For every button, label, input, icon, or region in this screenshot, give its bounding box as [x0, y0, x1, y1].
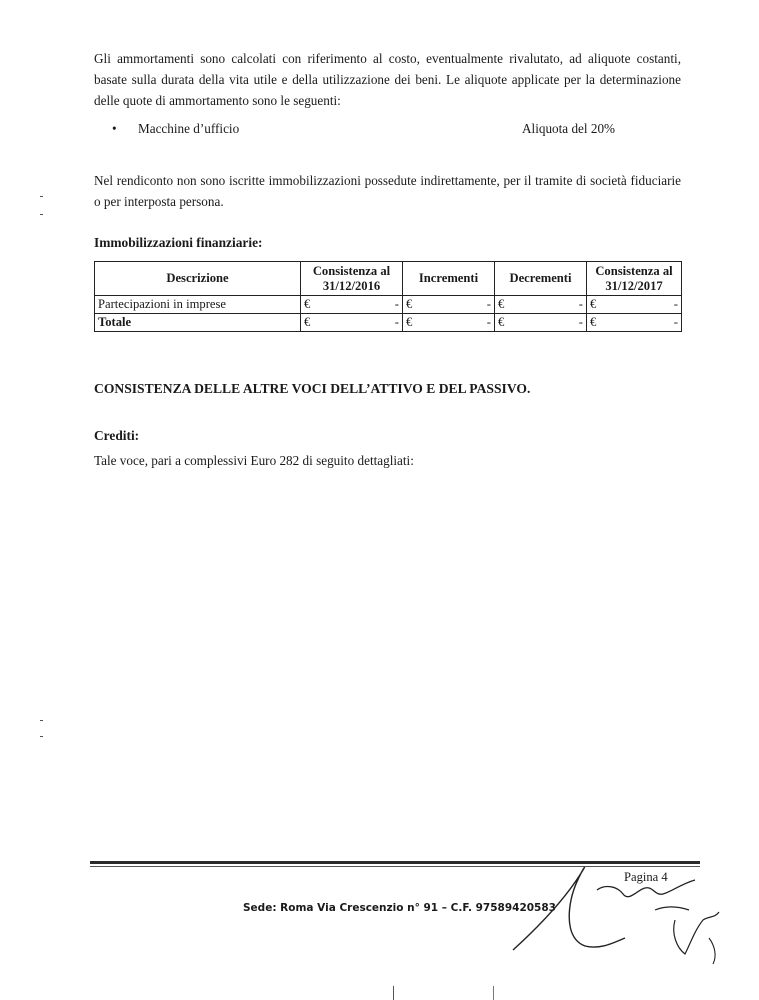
currency-symbol: € — [406, 315, 413, 329]
paragraph-rendiconto: Nel rendiconto non sono iscritte immobilizzazioni possedute indirettamente, per il tramite di società fiduciarie o per interposta persona. — [94, 173, 681, 209]
page-number: Pagina 4 — [624, 870, 668, 884]
bullet-icon: • — [112, 121, 117, 136]
bullet-item-label: Macchine d’ufficio — [138, 121, 240, 136]
currency-symbol: € — [406, 297, 413, 311]
value-dash: - — [673, 297, 678, 311]
paragraph-ammortamenti: Gli ammortamenti sono calcolati con riferimento al costo, eventualmente rivalutato, ad aliquote costanti, basate sulla durata della vita utile e della utilizzazione dei beni. Le aliquote applicate per la determinazione delle quote di ammortamento sono le seguenti: — [94, 51, 681, 108]
table-cell — [301, 314, 403, 332]
footer-address: Sede: Roma Via Crescenzio n° 91 – C.F. 97589420583 — [243, 902, 556, 914]
table-header: Consistenza al 31/12/2016 — [301, 262, 403, 296]
table-header: Decrementi — [495, 262, 587, 296]
table-cell — [587, 314, 682, 332]
table-row — [95, 296, 682, 314]
paragraph-crediti: Tale voce, pari a complessivi Euro 282 di seguito dettagliati: — [94, 453, 414, 468]
value-dash: - — [673, 315, 678, 329]
table-cell-label: Partecipazioni in imprese — [95, 296, 301, 314]
currency-symbol: € — [590, 315, 597, 329]
bullet-item-rate: Aliquota del 20% — [522, 121, 616, 136]
currency-symbol: € — [304, 315, 311, 329]
value-dash: - — [486, 297, 491, 311]
scan-edge-mark — [393, 986, 394, 1000]
scan-mark — [40, 196, 43, 197]
heading-consistenza: CONSISTENZA DELLE ALTRE VOCI DELL’ATTIVO E DEL PASSIVO. — [94, 381, 531, 396]
currency-symbol: € — [498, 297, 505, 311]
table-row-total — [95, 314, 682, 332]
table-cell — [301, 296, 403, 314]
table-cell — [495, 296, 587, 314]
scan-mark — [40, 214, 43, 215]
currency-symbol: € — [590, 297, 597, 311]
table-cell — [403, 314, 495, 332]
scan-edge-mark — [493, 986, 494, 1000]
table-header-row — [95, 262, 682, 296]
currency-symbol: € — [498, 315, 505, 329]
value-dash: - — [578, 315, 583, 329]
currency-symbol: € — [304, 297, 311, 311]
value-dash: - — [578, 297, 583, 311]
value-dash: - — [486, 315, 491, 329]
scan-mark — [40, 736, 43, 737]
table-cell — [495, 314, 587, 332]
heading-crediti: Crediti: — [94, 428, 140, 443]
table-cell — [403, 296, 495, 314]
table-header: Descrizione — [95, 262, 301, 296]
table-cell-label: Totale — [95, 314, 301, 332]
scan-mark — [40, 720, 43, 721]
value-dash: - — [394, 297, 399, 311]
signature-icon — [505, 850, 735, 970]
financial-table — [94, 261, 682, 332]
table-header: Consistenza al 31/12/2017 — [587, 262, 682, 296]
heading-immobilizzazioni: Immobilizzazioni finanziarie: — [94, 235, 263, 250]
value-dash: - — [394, 315, 399, 329]
table-cell — [587, 296, 682, 314]
table-header: Incrementi — [403, 262, 495, 296]
